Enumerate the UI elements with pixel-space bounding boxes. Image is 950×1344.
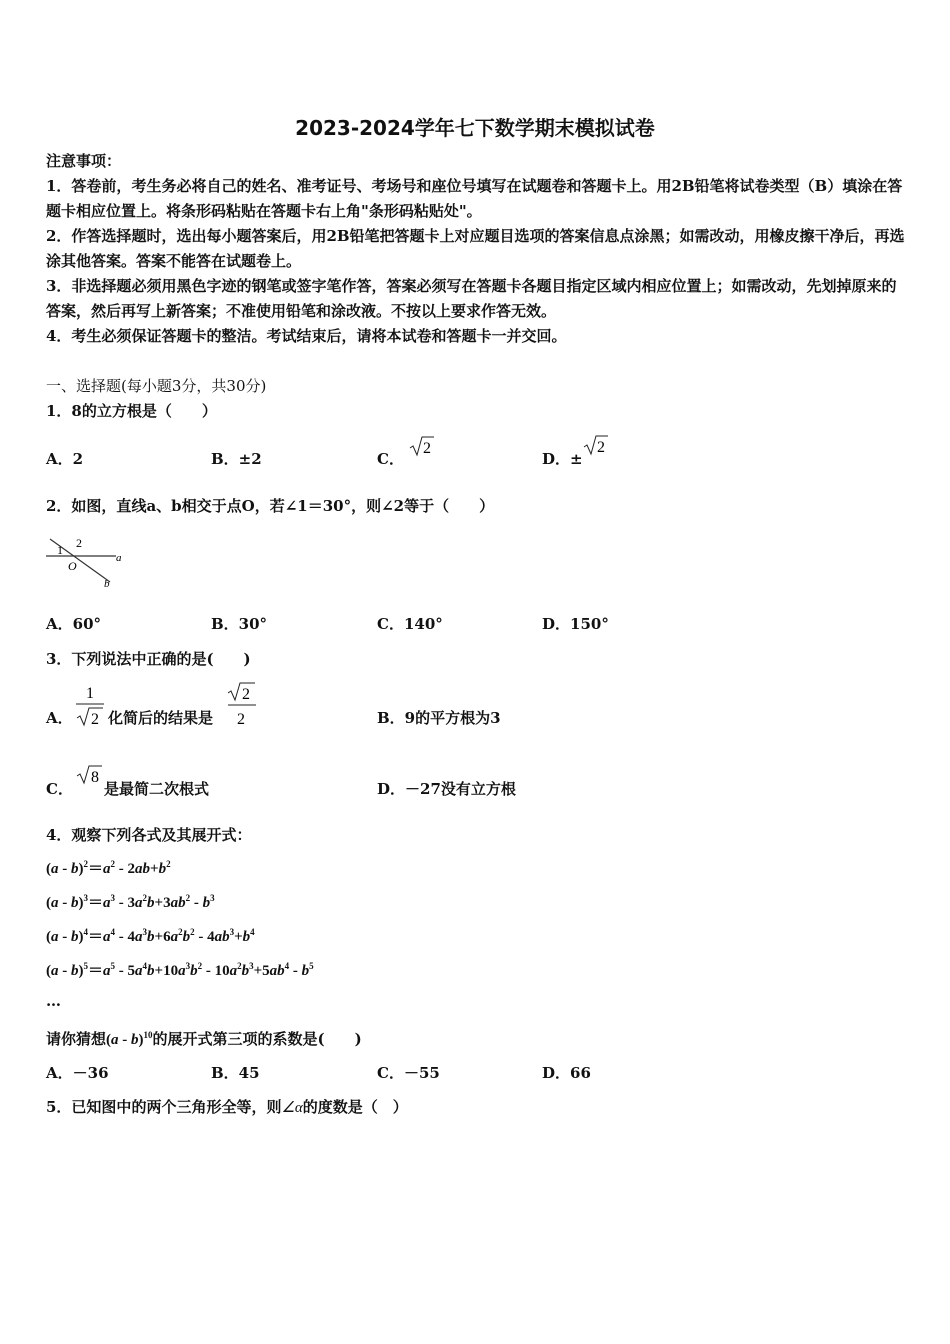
- q3-a-result-numerator: 2: [242, 686, 250, 703]
- expansion-line-5: $(a - b)^5=a^5 - 5a^4b+10a^3b^2 - 10a^2b^3+5ab^4 - b^5$: [46, 961, 314, 979]
- page-title: 2023-2024学年七下数学期末模拟试卷: [295, 116, 655, 140]
- q1-d-radicand: 2: [597, 439, 605, 456]
- label-line-a: a: [116, 552, 122, 564]
- q3-a-numerator: 1: [86, 685, 94, 702]
- expansion-line-4: $(a - b)^4=a^4 - 4a^3b+6a^2b^2 - 4ab^3+b^4$: [46, 927, 255, 945]
- q3-option-b: B．9的平方根为3: [377, 709, 501, 727]
- notice-item-2: 2．作答选择题时，选出每小题答案后，用2B铅笔把答题卡上对应题目选项的答案信息点涂黑；如需改动，用橡皮擦干净后，再选涂其他答案。答案不能答在试题卷上。: [46, 227, 905, 270]
- q3-a-result-denominator: 2: [237, 711, 245, 728]
- q5-angle-alpha: ∠α: [281, 1100, 303, 1116]
- q2-option-a: A．60°: [46, 615, 102, 633]
- q4-option-d: D．66: [542, 1064, 591, 1082]
- label-line-b: b: [104, 578, 110, 590]
- q2-option-d: D．150°: [542, 615, 609, 633]
- question-1-stem: 1．8的立方根是（ ）: [46, 402, 217, 420]
- q1-option-c: C．: [377, 450, 404, 468]
- q1-option-a: A．2: [46, 450, 84, 468]
- section-heading: 一、选择题(每小题3分，共30分): [46, 377, 267, 395]
- q2-option-b: B．30°: [211, 615, 268, 633]
- q1-d-sqrt: [583, 434, 609, 458]
- q4-option-a: A．－36: [46, 1064, 109, 1082]
- question-3-stem: 3．下列说法中正确的是( ): [46, 650, 251, 668]
- q3-a-fraction: [74, 683, 106, 731]
- q4-option-c: C．－55: [377, 1064, 440, 1082]
- expansion-ellipsis: …: [46, 992, 61, 1010]
- q1-option-d: D．±: [542, 450, 583, 468]
- label-angle-1: 1: [57, 543, 63, 557]
- q1-c-sqrt: [409, 435, 435, 459]
- q3-c-sqrt: [76, 764, 104, 788]
- q3-option-a-text: 化简后的结果是: [108, 709, 214, 727]
- question-2-stem: 2．如图，直线a、b相交于点O，若∠1＝30°，则∠2等于（ ）: [46, 497, 495, 515]
- question-4-ask: 请你猜想(a - b)$^{10}$的展开式第三项的系数是( ): [46, 1030, 362, 1048]
- q3-option-a-label: A．: [46, 709, 73, 727]
- notice-item-3: 3．非选择题必须用黑色字迹的钢笔或签字笔作答，答案必须写在答题卡各题目指定区域内相应位置上；如需改动，先划掉原来的答案，然后再写上新答案；不准使用铅笔和涂改液。不按以上要求作答无效。: [46, 277, 897, 320]
- q4-ask-suffix: 的展开式第三项的系数是( ): [152, 1030, 362, 1048]
- q3-c-radicand: 8: [91, 769, 99, 786]
- q1-c-radicand: 2: [423, 440, 431, 457]
- question-5-stem: [46, 1096, 408, 1117]
- q3-a-result-fraction: [226, 680, 258, 730]
- notice-item-4: 4．考生必须保证答题卡的整洁。考试结束后，请将本试卷和答题卡一并交回。: [46, 327, 567, 345]
- q3-option-c-text: 是最简二次根式: [104, 780, 210, 798]
- q5-stem-prefix: 5．已知图中的两个三角形全等，则: [46, 1098, 282, 1116]
- notice-heading: 注意事项：: [46, 152, 122, 170]
- q5-stem-suffix: 的度数是（ ）: [302, 1098, 408, 1116]
- q1-option-b: B．±2: [211, 450, 262, 468]
- q4-ask-prefix: 请你猜想: [46, 1030, 107, 1048]
- q2-option-c: C．140°: [377, 615, 443, 633]
- expansion-line-3: $(a - b)^3=a^3 - 3a^2b+3ab^2 - b^3$: [46, 893, 215, 911]
- q3-option-d: D．－27没有立方根: [377, 780, 516, 798]
- label-angle-2: 2: [76, 536, 82, 550]
- q3-a-denominator: 2: [91, 711, 99, 728]
- label-point-o: O: [68, 559, 77, 573]
- q4-option-b: B．45: [211, 1064, 260, 1082]
- q2-figure: [44, 535, 126, 591]
- notice-item-1: 1．答卷前，考生务必将自己的姓名、准考证号、考场号和座位号填写在试题卷和答题卡上。用2B铅笔将试卷类型（B）填涂在答题卡相应位置上。将条形码粘贴在答题卡右上角"条形码粘贴处"。: [46, 177, 903, 220]
- question-4-stem: 4．观察下列各式及其展开式：: [46, 826, 252, 844]
- q3-option-c-label: C．: [46, 780, 73, 798]
- expansion-line-2: $(a - b)^2=a^2 - 2ab+b^2$: [46, 859, 171, 877]
